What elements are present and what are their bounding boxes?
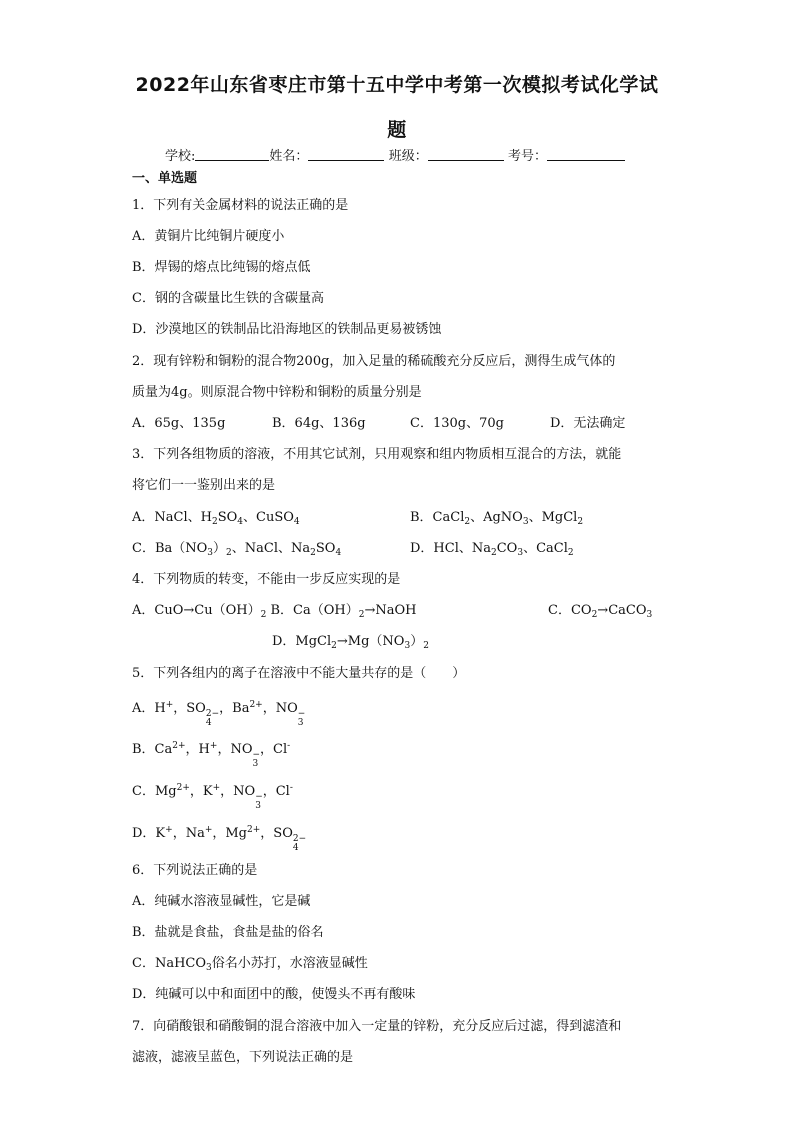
exam-title-line1: 2022年山东省枣庄市第十五中学中考第一次模拟考试化学试 [135,74,659,96]
q3-option-b: B．CaCl$_2$、AgNO$_3$、MgCl$_2$ [410,510,584,527]
q5-stem: 5．下列各组内的离子在溶液中不能大量共存的是（ ） [132,666,466,681]
exam-title-line2: 题 [387,119,407,141]
exam-no-blank [547,148,625,161]
q6-option-a: A．纯碱水溶液显碱性，它是碱 [132,894,311,909]
exam-no-label: 考号： [508,149,548,164]
q6-option-c-text: 俗名小苏打，水溶液显碱性 [211,956,368,971]
q4-option-d: D．$MgCl_2\to Mg(NO_3)_2$ [272,634,429,651]
q6-option-d: D．纯碱可以中和面团中的酸，使馒头不再有酸味 [132,987,416,1002]
q1-option-d: D．沙漠地区的铁制品比沿海地区的铁制品更易被锈蚀 [132,322,442,337]
q1-option-a: A．黄铜片比纯铜片硬度小 [132,229,285,244]
name-blank [308,148,384,161]
q3-option-a: A．NaCl、$H_2SO_4$、CuSO$_4$ [132,510,300,527]
q5-option-d: D．K+，Na+，$Mg^{2+}$，SO 2− 4 [132,825,307,853]
q2-option-c: C．130g、70g [410,416,504,431]
class-label: 班级： [388,149,428,164]
q1-option-b: B．焊锡的熔点比纯锡的熔点低 [132,260,311,275]
q4-options-ab: A．$CuO\to Cu(OH)_2$ B．$Ca(OH)_2\to NaOH$ [132,603,417,620]
q4-stem: 4．下列物质的转变，不能由一步反应实现的是 [132,572,401,587]
q3-option-d: D．HCl、$Na_2CO_3$、CaCl$_2$ [410,541,574,558]
section-heading: 一、单选题 [132,171,198,186]
name-label: 姓名： [269,149,309,164]
q2-option-a: A．65g、135g [132,416,226,431]
q3-stem-line1: 3．下列各组物质的溶液，不用其它试剂，只用观察和组内物质相互混合的方法，就能 [132,447,622,462]
q7-stem-line2: 滤液，滤液呈蓝色，下列说法正确的是 [132,1050,354,1065]
q5-option-b: B．$Ca^{2+}$，H+，NO − 3 ，Cl- [132,741,291,769]
school-label: 学校: [165,149,196,164]
q5-option-c: C．$Mg^{2+}$，K+，NO − 3 ，Cl- [132,783,293,811]
q6-option-c: C．NaHCO$_3$俗名小苏打，水溶液显碱性 [132,956,368,973]
class-blank [428,148,504,161]
q2-option-b: B．64g、136g [272,416,366,431]
school-blank [195,148,269,161]
q6-stem: 6．下列说法正确的是 [132,863,258,878]
student-info-line [165,145,625,164]
q2-stem-line2: 质量为4g。则原混合物中锌粉和铜粉的质量分别是 [132,385,422,400]
q5-option-a: A．H+，SO 2− 4 ，$Ba^{2+}$，NO − 3 [132,700,306,728]
q3-option-c: C．$Ba(NO_3)_2$、NaCl、$Na_2SO_4$ [132,541,342,558]
q2-option-d: D．无法确定 [550,416,626,431]
q1-stem: 1．下列有关金属材料的说法正确的是 [132,198,349,213]
q6-option-b: B．盐就是食盐，食盐是盐的俗名 [132,925,324,940]
q2-stem-line1: 2．现有锌粉和铜粉的混合物200g，加入足量的稀硫酸充分反应后，测得生成气体的 [132,354,616,369]
q3-stem-line2: 将它们一一鉴别出来的是 [132,478,276,493]
q7-stem-line1: 7．向硝酸银和硝酸铜的混合溶液中加入一定量的锌粉，充分反应后过滤，得到滤渣和 [132,1019,622,1034]
q1-option-c: C．钢的含碳量比生铁的含碳量高 [132,291,324,306]
q4-option-c: C．$CO_2\to CaCO_3$ [548,603,653,620]
